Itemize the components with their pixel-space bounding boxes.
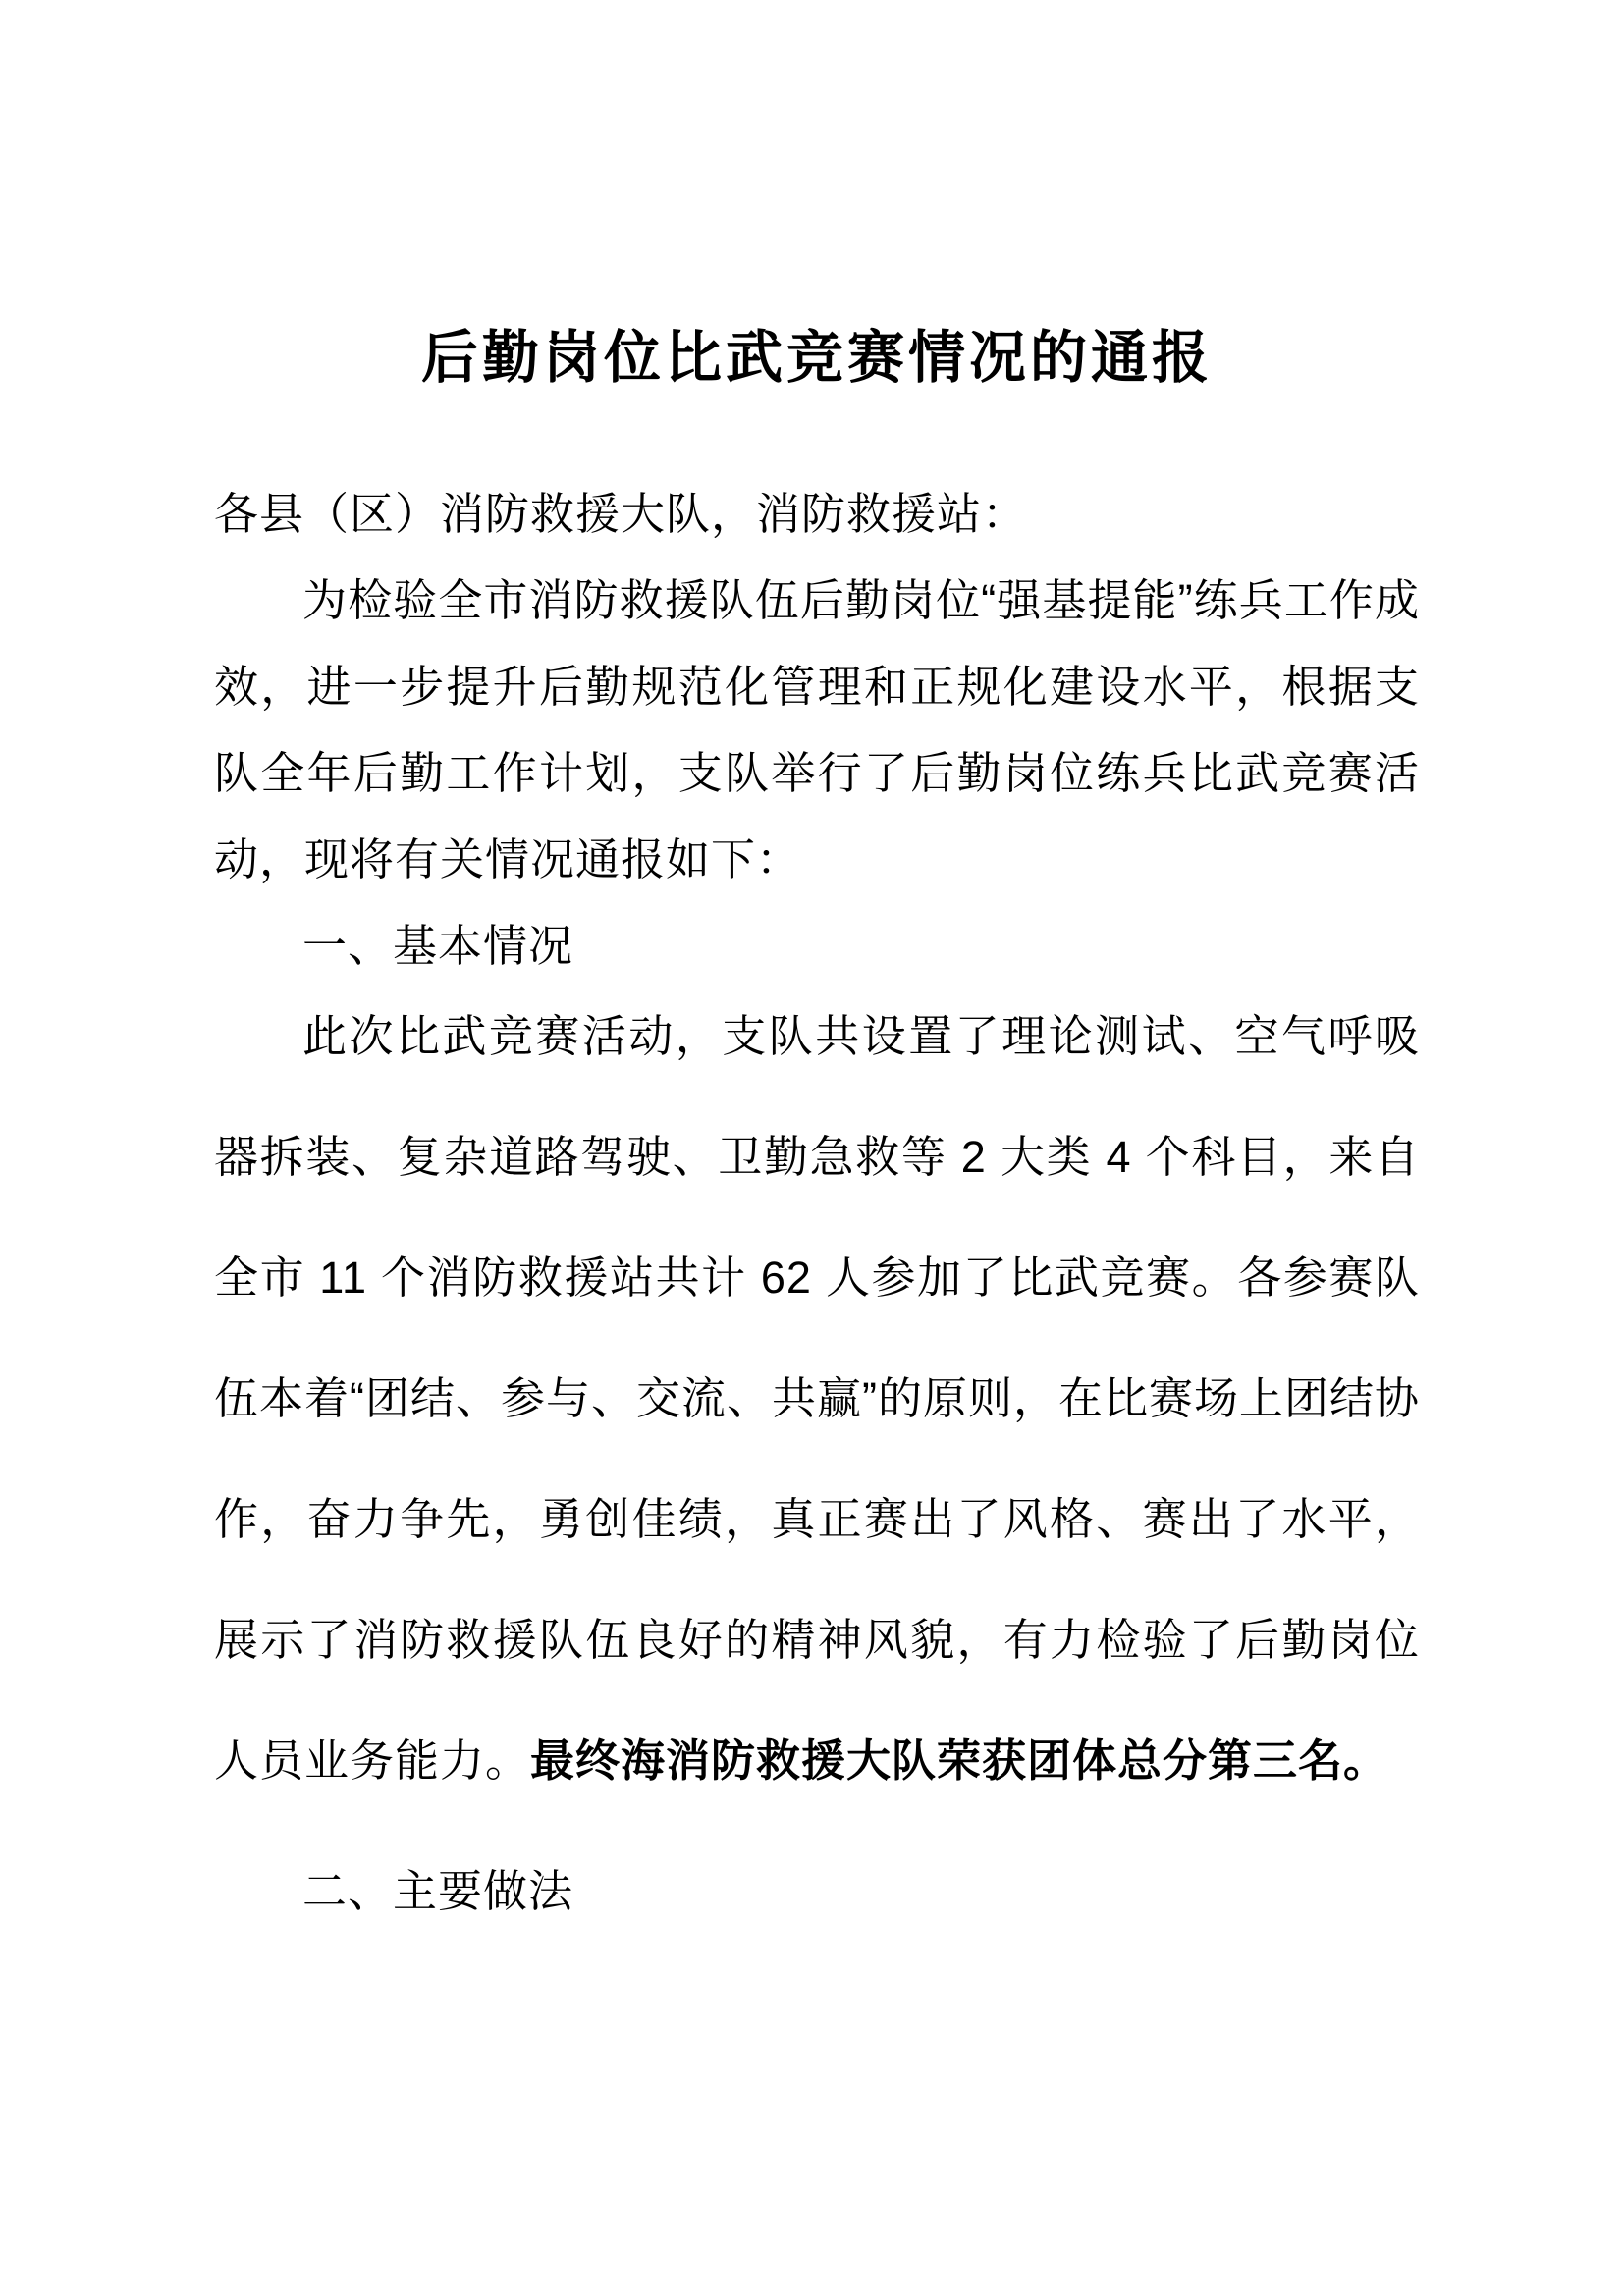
section-1-heading: 一、基本情况 — [302, 920, 574, 971]
section-1-body-text: 此次比武竞赛活动，支队共设置了理论测试、空气呼吸器拆装、复杂道路驾驶、卫勤急救等 2 大类 4 个科目，来自全市 11 个消防救援站共计 62 人参加了比武竞赛。各参赛队伍本着“团结、参与、交流、共赢”的原则，在比赛场上团结协作，奋力争先，勇创佳绩，真正赛出了风格、赛出了水平，展示了消防救援队伍良好的精神风貌，有力检验了后勤岗位人员业务能力。 — [214, 1010, 1420, 1786]
intro-paragraph: 为检验全市消防救援队伍后勤岗位“强基提能”练兵工作成效，进一步提升后勤规范化管理和正规化建设水平，根据支队全年后勤工作计划，支队举行了后勤岗位练兵比武竞赛活动，现将有关情况通报如下： — [214, 574, 1420, 884]
document-title: 后勤岗位比武竞赛情况的通报 — [420, 326, 1213, 390]
section-1-paragraph — [214, 976, 1420, 1821]
section-1-highlight-text: 最终海消防救援大队荣获团体总分第三名。 — [530, 1735, 1389, 1786]
section-2-heading: 二、主要做法 — [302, 1865, 574, 1916]
salutation-line: 各县（区）消防救援大队，消防救援站： — [214, 488, 1028, 539]
